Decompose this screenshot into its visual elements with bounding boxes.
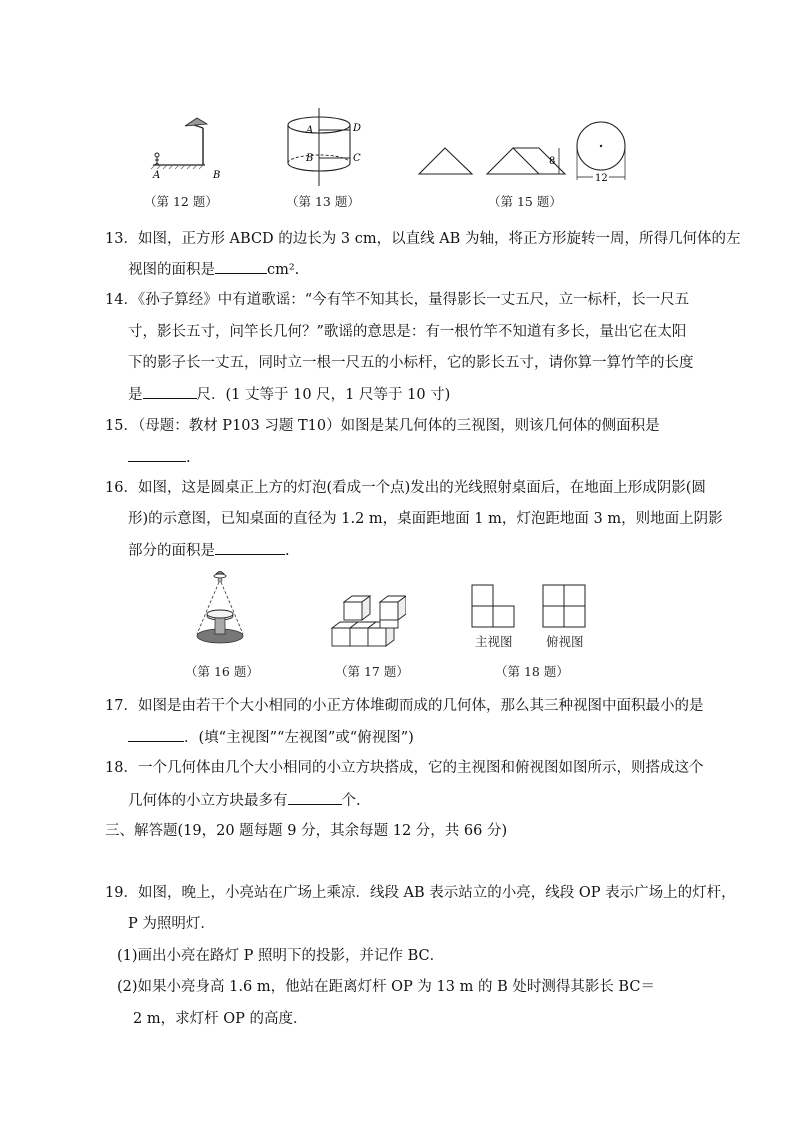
point-b-label: B xyxy=(306,153,314,164)
section-heading: 三、解答题(19，20 题每题 9 分，其余每题 12 分，共 66 分) xyxy=(105,823,508,839)
q14-line2: 寸，影长五寸，问竿长几何？”歌谣的意思是：有一根竹竿不知道有多长，量出它在太阳 xyxy=(128,324,687,340)
point-a-label: A xyxy=(306,125,314,136)
figure-18-front-view xyxy=(470,583,518,629)
q13-text-b: cm². xyxy=(267,262,300,278)
q15-line2 xyxy=(128,447,191,468)
q16-text-a: 部分的面积是 xyxy=(128,543,215,559)
caption-fig18: （第 18 题） xyxy=(495,664,569,679)
q16-line2: 形)的示意图，已知桌面的直径为 1.2 m，桌面距地面 1 m，灯泡距地面 3 m，则地面上阴影 xyxy=(128,511,723,527)
q18-text-b: 个. xyxy=(341,793,361,809)
point-b-label: B xyxy=(213,170,220,181)
q14-text-a: 是 xyxy=(128,387,143,403)
q13-line2 xyxy=(128,259,299,280)
q18-line1: 18．一个几何体由几个大小相同的小立方块搭成，它的主视图和俯视图如图所示，则搭成这个 xyxy=(105,760,704,776)
q17-line2 xyxy=(128,727,414,748)
caption-fig12: （第 12 题） xyxy=(144,194,218,209)
figure-16-lamp-table xyxy=(190,568,250,650)
caption-fig17: （第 17 题） xyxy=(335,664,409,679)
q14-line3: 下的影子长一丈五，同时立一根一尺五的小标杆，它的影长五寸，请你算一算竹竿的长度 xyxy=(128,355,694,371)
q19-sub3: 2 m，求灯杆 OP 的高度． xyxy=(133,1011,308,1027)
caption-fig15: （第 15 题） xyxy=(488,194,562,209)
answer-blank-q14[interactable] xyxy=(143,384,197,399)
q14-text-b: 尺．(1 丈等于 10 尺，1 尺等于 10 寸) xyxy=(196,387,451,403)
q17-line1: 17．如图是由若干个大小相同的小正方体堆砌而成的几何体，那么其三种视图中面积最小的是 xyxy=(105,698,704,714)
q15-line1: 15．（母题：教材 P103 习题 T10）如图是某几何体的三视图，则该几何体的侧面积是 xyxy=(105,418,660,434)
q17-text-b: ．(填“主视图”“左视图”或“俯视图”) xyxy=(184,730,414,746)
caption-fig13: （第 13 题） xyxy=(286,194,360,209)
q19-line1: 19．如图，晚上，小亮站在广场上乘凉．线段 AB 表示站立的小亮，线段 OP 表示广场上的灯杆， xyxy=(105,885,736,901)
figure-18-top-view xyxy=(541,583,589,629)
q18-line2 xyxy=(128,790,361,811)
height-dimension: 8 xyxy=(549,156,556,167)
q19-sub1: (1)画出小亮在路灯 P 照明下的投影，并记作 BC． xyxy=(117,948,445,964)
answer-blank-q15[interactable] xyxy=(128,447,186,462)
answer-blank-q13[interactable] xyxy=(215,259,267,274)
q15-text-b: . xyxy=(186,450,191,466)
answer-blank-q16[interactable] xyxy=(215,540,285,555)
top-view-label: 俯视图 xyxy=(546,634,584,649)
figure-17-cube-stack xyxy=(330,592,406,650)
diameter-dimension: 12 xyxy=(595,173,608,184)
q13-line1: 13．如图，正方形 ABCD 的边长为 3 cm，以直线 AB 为轴，将正方形旋转一周，所得几何体的左 xyxy=(105,231,741,247)
q16-line1: 16．如图，这是圆桌正上方的灯泡(看成一个点)发出的光线照射桌面后，在地面上形成阴影(圆 xyxy=(105,480,706,496)
point-c-label: C xyxy=(353,153,361,164)
q16-line3 xyxy=(128,540,290,561)
answer-blank-q18[interactable] xyxy=(288,790,342,805)
q18-text-a: 几何体的小立方块最多有 xyxy=(128,793,288,809)
q13-text-a: 视图的面积是 xyxy=(128,262,215,278)
figure-12-streetlight xyxy=(145,110,220,185)
figure-15-three-views xyxy=(415,118,640,186)
q14-line1: 14．《孙子算经》中有道歌谣：“今有竿不知其长，量得影长一丈五尺，立一标杆，长一尺五 xyxy=(105,292,690,308)
caption-fig16: （第 16 题） xyxy=(185,664,259,679)
q16-text-b: . xyxy=(285,543,290,559)
figure-13-cylinder xyxy=(278,108,368,188)
front-view-label: 主视图 xyxy=(475,634,513,649)
q14-line4 xyxy=(128,384,450,405)
q19-sub2: (2)如果小亮身高 1.6 m，他站在距离灯杆 OP 为 13 m 的 B 处时测得其影长 BC＝ xyxy=(117,979,655,995)
point-a-label: A xyxy=(153,170,161,181)
answer-blank-q17[interactable] xyxy=(128,727,184,742)
q19-line2: P 为照明灯． xyxy=(128,916,215,932)
point-d-label: D xyxy=(353,123,362,134)
